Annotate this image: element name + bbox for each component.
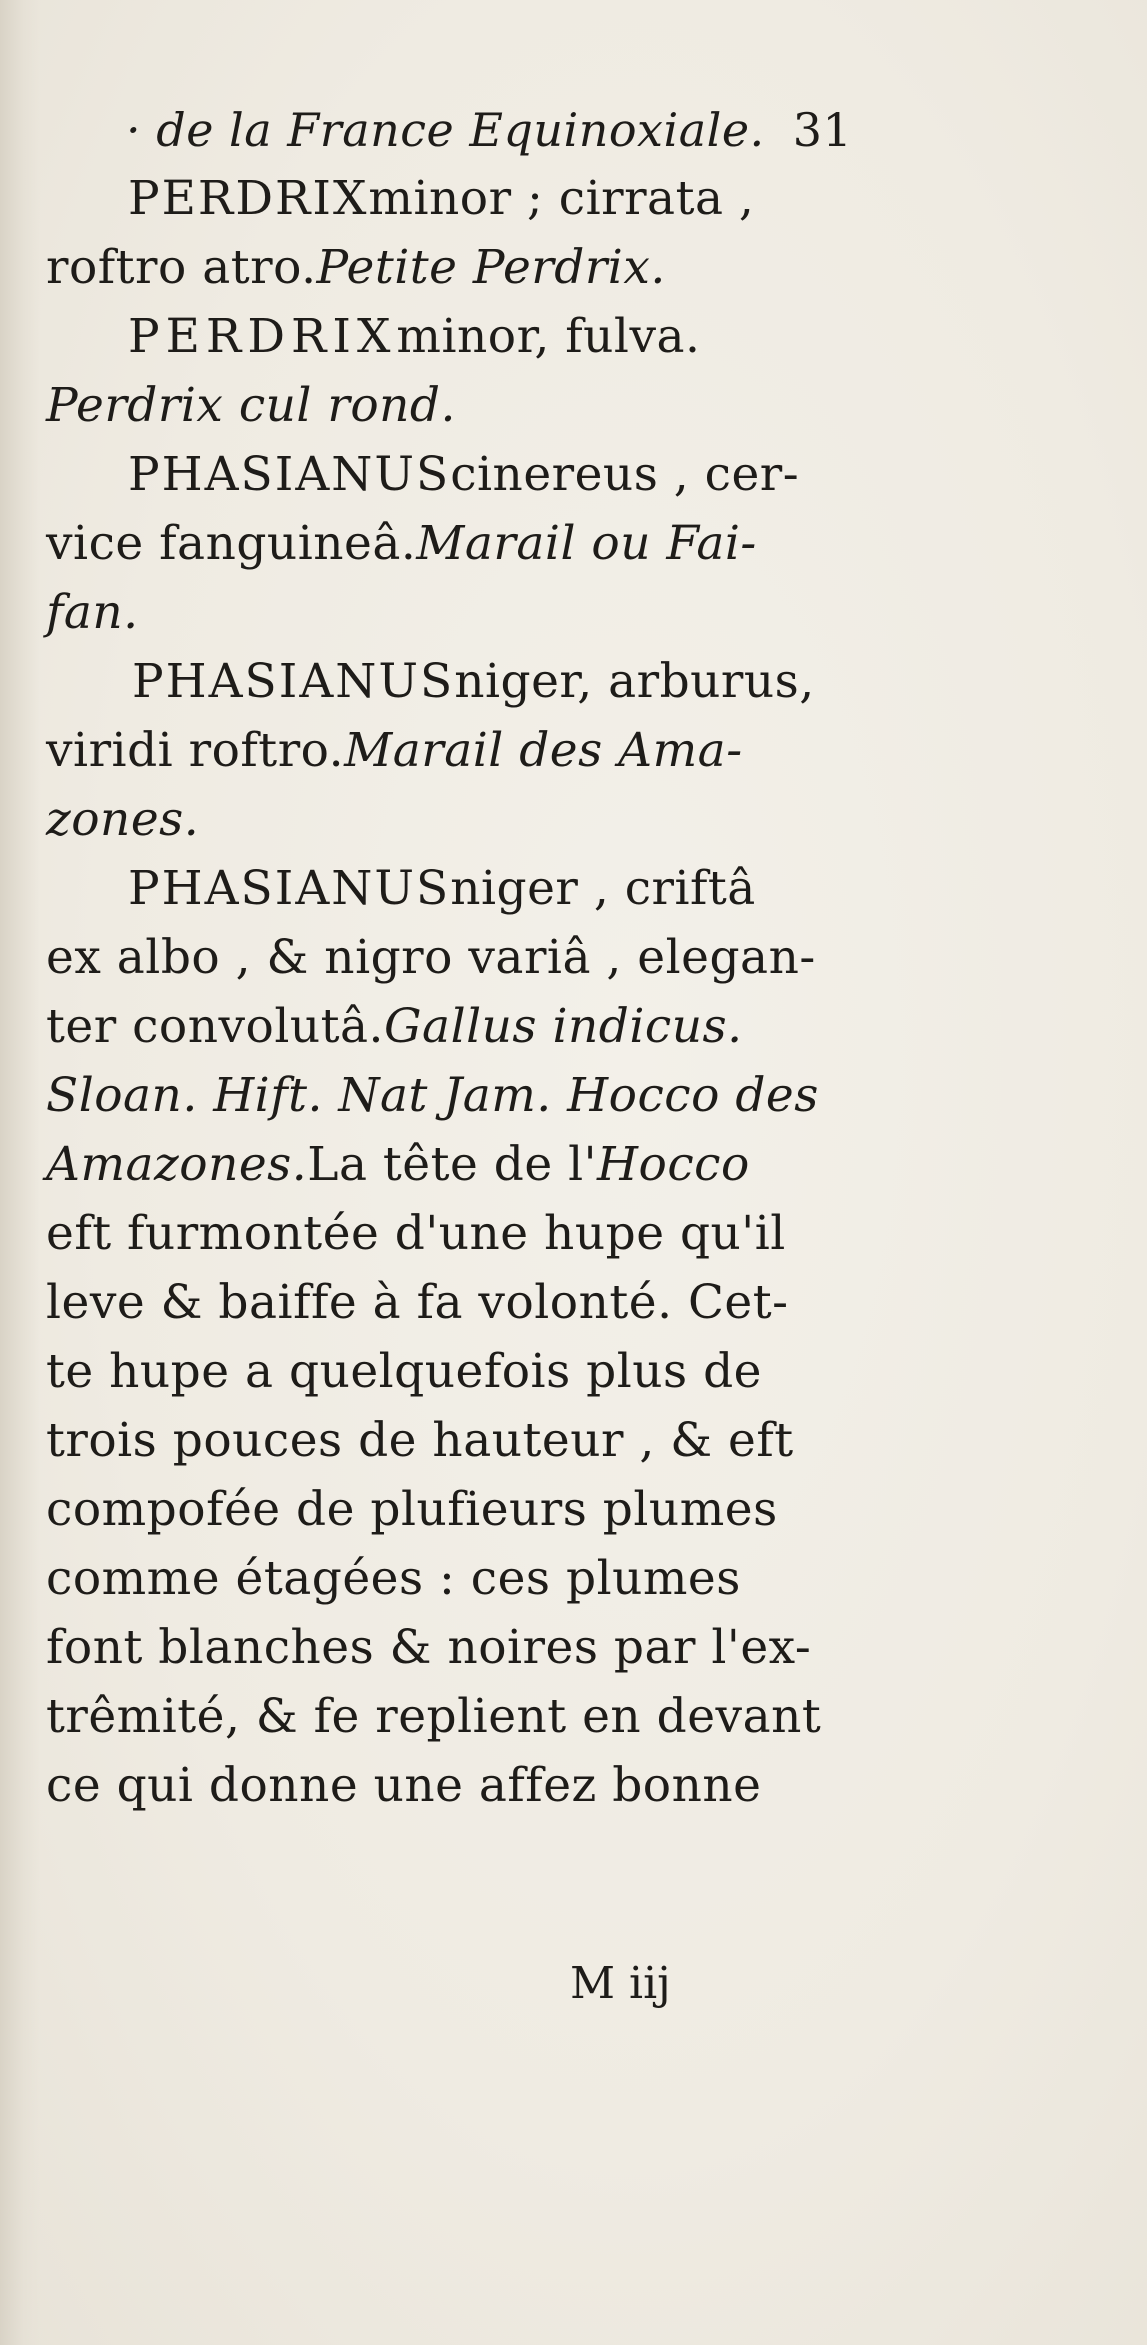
text-span: ce qui donne une affez bonne — [46, 1758, 762, 1813]
text-line — [46, 578, 1066, 647]
text-span: font blanches & noires par l'ex- — [46, 1620, 812, 1675]
text-line — [46, 923, 1066, 992]
text-line — [46, 992, 1066, 1061]
running-title: · de la France Equinoxiale. — [126, 103, 765, 157]
citation: Sloan. Hift. Nat Jam. Hocco des — [46, 1068, 819, 1123]
common-name: Marail des Ama- — [344, 723, 743, 778]
text-span: compofée de plufieurs plumes — [46, 1482, 778, 1537]
text-span: roftro atro. — [46, 240, 317, 295]
page-number: 31 — [792, 103, 853, 157]
text-line — [46, 509, 1066, 578]
common-name: zones. — [46, 792, 200, 847]
text-span: niger, arburus, — [454, 654, 815, 709]
text-span: ter convolutâ. — [46, 999, 384, 1054]
text-line — [46, 1130, 1066, 1199]
text-line — [46, 1337, 1066, 1406]
text-span: viridi roftro. — [46, 723, 345, 778]
text-span: La tête de l' — [307, 1137, 598, 1192]
text-line — [46, 1199, 1066, 1268]
text-span: cinereus , cer- — [450, 447, 800, 502]
text-span: vice fanguineâ. — [46, 516, 417, 571]
common-name: Perdrix cul rond. — [46, 378, 456, 433]
text-line — [46, 164, 1066, 233]
text-line — [46, 1544, 1066, 1613]
page-gutter-shadow — [0, 0, 40, 2345]
text-span: ex albo , & nigro variâ , elegan- — [46, 930, 816, 985]
signature-mark: M iij — [570, 1958, 671, 2009]
text-line — [46, 1406, 1066, 1475]
text-line — [46, 371, 1066, 440]
text-line — [46, 1613, 1066, 1682]
text-span: minor, fulva. — [396, 309, 701, 364]
text-line — [46, 716, 1066, 785]
common-name: Amazones. — [46, 1137, 308, 1192]
text-line — [46, 1751, 1066, 1820]
text-line — [46, 440, 1066, 509]
text-line — [46, 1475, 1066, 1544]
text-span: te hupe a quelquefois plus de — [46, 1344, 762, 1399]
text-span: trêmité, & fe replient en devant — [46, 1689, 822, 1744]
latin-name: Gallus indicus. — [384, 999, 743, 1054]
common-name: fan. — [46, 585, 139, 640]
text-line — [46, 302, 1066, 371]
page-text — [46, 98, 1066, 1820]
text-line — [46, 854, 1066, 923]
text-line — [46, 785, 1066, 854]
text-line — [46, 233, 1066, 302]
text-line — [46, 1268, 1066, 1337]
common-name: Marail ou Fai- — [416, 516, 757, 571]
text-span: eft furmontée d'une hupe qu'il — [46, 1206, 786, 1261]
common-name: Hocco — [597, 1137, 750, 1192]
text-span: leve & baiffe à fa volonté. Cet- — [46, 1275, 789, 1330]
species-name: PHASIANUS — [128, 447, 451, 502]
text-line — [46, 1061, 1066, 1130]
text-span: comme étagées : ces plumes — [46, 1551, 741, 1606]
running-header — [46, 98, 1066, 162]
text-line — [46, 647, 1066, 716]
species-name: PHASIANUS — [128, 861, 451, 916]
text-line — [46, 1682, 1066, 1751]
common-name: Petite Perdrix. — [316, 240, 666, 295]
text-span: niger , criftâ — [450, 861, 756, 916]
text-span: trois pouces de hauteur , & eft — [46, 1413, 794, 1468]
species-name: PHASIANUS — [132, 654, 455, 709]
species-name: PERDRIX — [128, 171, 369, 226]
text-span: minor ; cirrata , — [368, 171, 755, 226]
species-name: PERDRIX — [128, 309, 397, 364]
